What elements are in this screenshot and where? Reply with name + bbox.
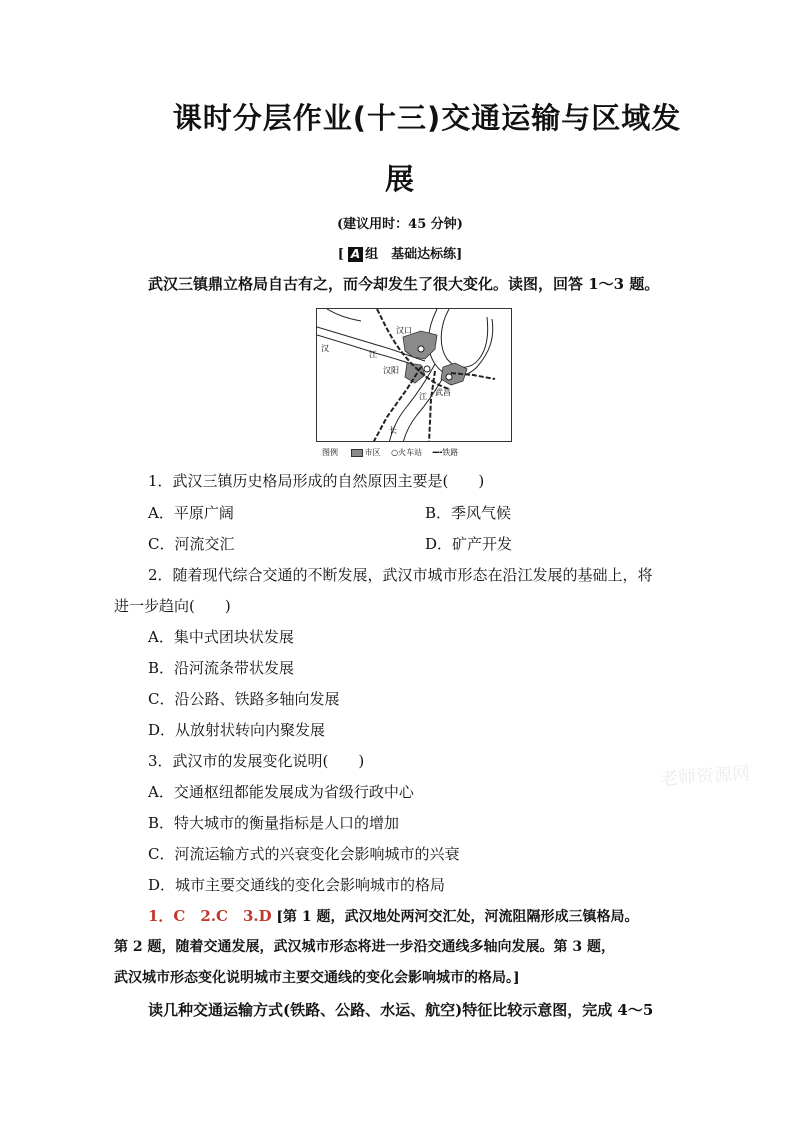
legend-title: 图例 <box>322 448 338 457</box>
answer-keys: 1．C 2.C 3.D <box>148 907 272 925</box>
q3-option-c: C．河流运输方式的兴衰变化会影响城市的兴衰 <box>148 845 460 863</box>
q1-option-c: C．河流交汇 <box>148 535 235 553</box>
group-left-bracket: [ <box>337 247 344 262</box>
map-label-hanyang: 汉阳 <box>383 366 399 375</box>
map-legend <box>322 447 466 458</box>
question-2-stem-line2: 进一步趋向( ) <box>114 597 231 615</box>
q3-option-b: B．特大城市的衡量指标是人口的增加 <box>148 814 400 832</box>
group-right-bracket: ] <box>456 247 463 262</box>
map-label-han: 汉 <box>321 344 329 353</box>
question-2-stem-line1: 2．随着现代综合交通的不断发展，武汉市城市形态在沿江发展的基础上，将 <box>148 566 653 584</box>
map-label-jiang-1: 江 <box>369 350 377 359</box>
q2-option-d: D．从放射状转向内聚发展 <box>148 721 326 739</box>
question-3-stem: 3．武汉市的发展变化说明( ) <box>148 752 365 770</box>
urban-swatch-icon <box>351 449 363 457</box>
map-label-hankou: 汉口 <box>396 326 412 335</box>
group-label: 组 基础达标练 <box>365 247 457 262</box>
question-1-stem: 1．武汉三镇历史格局形成的自然原因主要是( ) <box>148 472 485 490</box>
legend-railway: ━╍铁路 <box>432 448 459 457</box>
wuhan-map-drawing <box>317 309 512 442</box>
q3-option-a: A．交通枢纽都能发展成为省级行政中心 <box>148 783 414 801</box>
group-badge: A <box>348 247 363 262</box>
legend-urban: 市区 <box>349 448 381 457</box>
answer-explanation-1: [第 1 题，武汉地处两河交汇处，河流阻隔形成三镇格局。 <box>276 909 639 925</box>
watermark: 老师资源网 <box>659 762 751 791</box>
suggested-time: (建议用时：45 分钟) <box>337 217 463 232</box>
q2-option-b: B．沿河流条带状发展 <box>148 659 295 677</box>
map-label-chang: 长 <box>389 426 397 435</box>
map-label-jiang-2: 江 <box>419 392 427 401</box>
q1-option-b: B．季风气候 <box>425 504 512 522</box>
wuhan-map <box>316 308 512 442</box>
answer-line3: 武汉城市形态变化说明城市主要交通线的变化会影响城市的格局。] <box>114 970 520 986</box>
q2-option-c: C．沿公路、铁路多轴向发展 <box>148 690 340 708</box>
q2-option-a: A．集中式团块状发展 <box>148 628 294 646</box>
page-title-line1: 课时分层作业(十三)交通运输与区域发 <box>172 101 682 135</box>
page-title-line2: 展 <box>384 162 415 196</box>
legend-station: ○火车站 <box>391 448 423 457</box>
answer-line2: 第 2 题，随着交通发展，武汉城市形态将进一步沿交通线多轴向发展。第 3 题， <box>114 939 615 955</box>
next-intro-text: 读几种交通运输方式(铁路、公路、水运、航空)特征比较示意图，完成 4～5 <box>148 1001 654 1019</box>
q3-option-d: D．城市主要交通线的变化会影响城市的格局 <box>148 876 446 894</box>
q1-option-d: D．矿产开发 <box>425 535 513 553</box>
q1-option-a: A．平原广阔 <box>148 504 234 522</box>
group-heading <box>0 243 794 262</box>
map-label-wuchang: 武昌 <box>435 388 451 397</box>
answer-line1 <box>148 906 639 927</box>
intro-text: 武汉三镇鼎立格局自古有之，而今却发生了很大变化。读图，回答 1～3 题。 <box>148 275 660 293</box>
